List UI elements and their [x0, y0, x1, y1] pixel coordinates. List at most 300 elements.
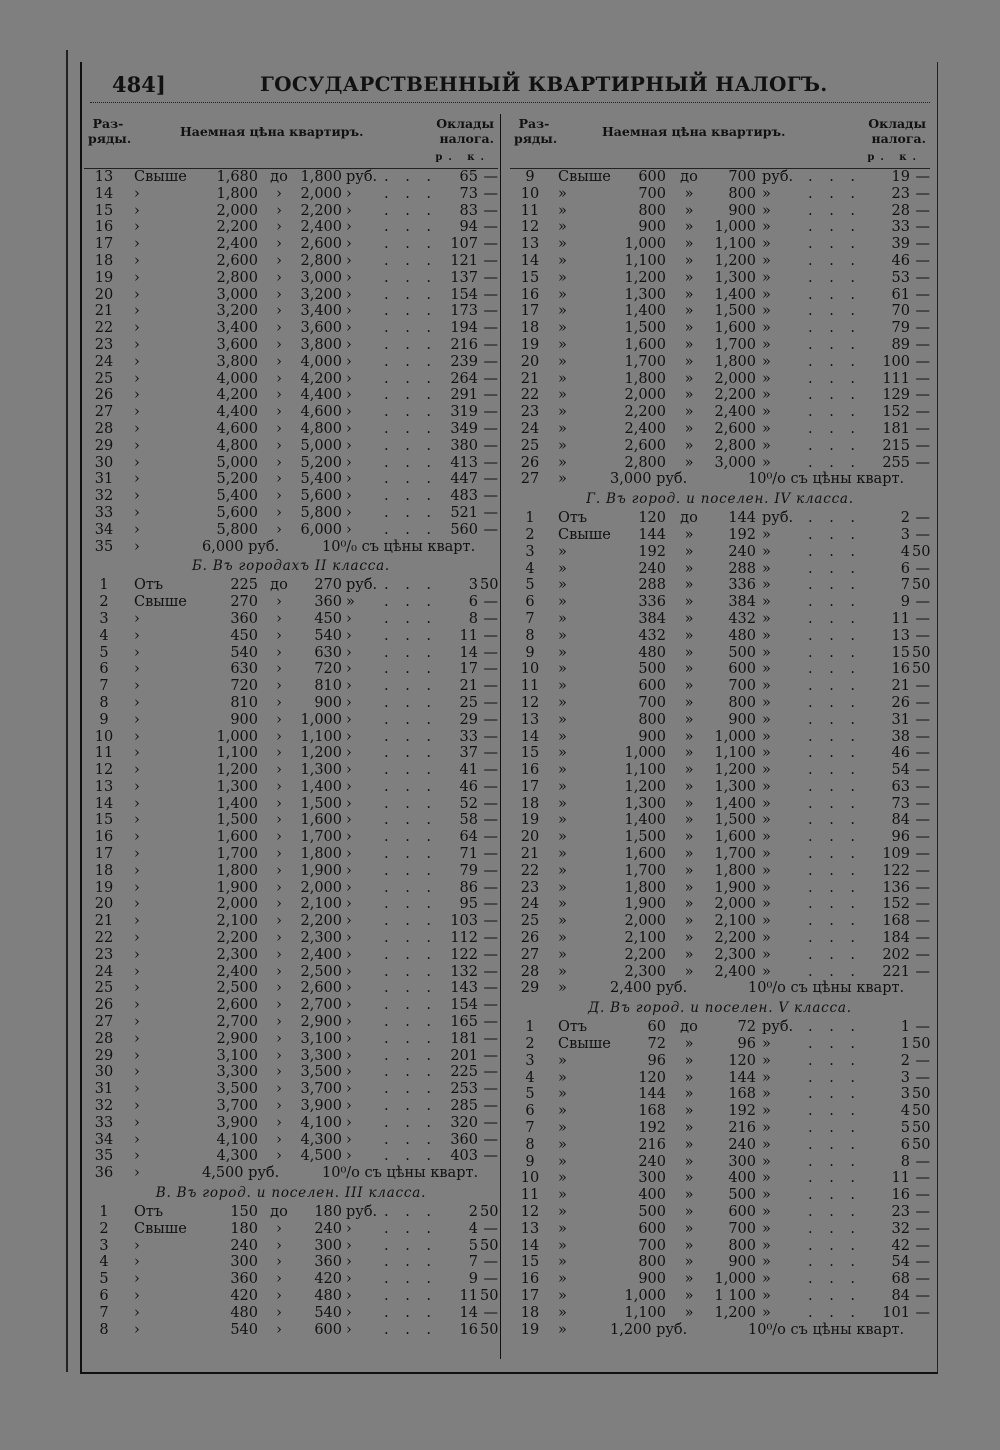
rubles-cell: 216: [450, 336, 478, 353]
rent-from-cell: 1,200: [216, 762, 258, 779]
connector-cell: ›: [276, 252, 282, 269]
connector-cell: ›: [276, 711, 282, 728]
connector-cell: »: [684, 1120, 694, 1137]
connector-cell: »: [684, 1036, 694, 1053]
rent-to-cell: 2,400: [714, 963, 756, 980]
table-v-continued: [510, 169, 930, 471]
leader-dots: . . .: [808, 420, 862, 437]
header-rule: [90, 102, 930, 109]
rent-to-cell: 168: [728, 1086, 756, 1103]
rank-cell: 16: [94, 829, 114, 846]
table-row: [510, 645, 930, 662]
leader-dots: . . .: [384, 336, 438, 353]
connector-cell: ›: [276, 1321, 282, 1338]
connector-cell: »: [684, 728, 694, 745]
kopecks-cell: —: [915, 269, 930, 286]
rent-to-cell: 540: [314, 1304, 342, 1321]
leader-dots: . . .: [384, 577, 438, 594]
rent-from-cell: 1,200: [624, 778, 666, 795]
prefix-cell: »: [558, 862, 567, 879]
table-row: [510, 930, 930, 947]
rent-from-cell: 1,600: [216, 829, 258, 846]
table-row: [510, 337, 930, 354]
rent-from-cell: 2,900: [216, 1030, 258, 1047]
kopecks-cell: —: [483, 795, 498, 812]
rank-cell: 18: [94, 252, 114, 269]
rank-cell: 35: [94, 1148, 114, 1165]
leader-dots: . . .: [384, 1148, 438, 1165]
rent-to-cell: 500: [728, 1187, 756, 1204]
kopecks-cell: —: [483, 694, 498, 711]
kopecks-cell: —: [915, 829, 930, 846]
rent-to-cell: 720: [314, 661, 342, 678]
connector-cell: »: [684, 594, 694, 611]
table-row: [510, 303, 930, 320]
prefix-cell: »: [558, 420, 567, 437]
kopecks-cell: —: [483, 930, 498, 947]
unit-cell: ›: [346, 980, 352, 997]
prefix-cell: ›: [134, 1030, 140, 1047]
rank-cell: 20: [520, 829, 540, 846]
prefix-cell: »: [558, 711, 567, 728]
rank-cell: 21: [520, 846, 540, 863]
leader-dots: . . .: [384, 711, 438, 728]
rubles-cell: 521: [450, 504, 478, 521]
prefix-cell: ›: [134, 896, 140, 913]
leader-dots: . . .: [384, 946, 438, 963]
kopecks-cell: —: [483, 1271, 498, 1288]
leader-dots: . . .: [808, 896, 862, 913]
rank-cell: 7: [525, 610, 535, 627]
kopecks-cell: 50: [912, 644, 931, 661]
connector-cell: »: [684, 644, 694, 661]
unit-cell: ›: [346, 1220, 352, 1237]
kopecks-cell: —: [915, 610, 930, 627]
rubles-cell: 83: [459, 202, 478, 219]
unit-cell: »: [762, 1136, 771, 1153]
rubles-cell: 165: [450, 1014, 478, 1031]
table-row: [84, 471, 498, 488]
table-row: [510, 863, 930, 880]
connector-cell: ›: [276, 1220, 282, 1237]
connector-cell: до: [680, 1019, 698, 1036]
table-row: [510, 829, 930, 846]
table-row: [510, 421, 930, 438]
rent-to-cell: 1,000: [714, 219, 756, 236]
unit-cell: »: [762, 946, 771, 963]
unit-cell: ›: [346, 812, 352, 829]
rubles-cell: 291: [450, 387, 478, 404]
unit-cell: руб.: [762, 510, 794, 527]
leader-dots: . . .: [384, 879, 438, 896]
unit-cell: »: [762, 913, 771, 930]
connector-cell: »: [684, 1086, 694, 1103]
rubles-cell: 32: [891, 1220, 910, 1237]
table-row: [510, 236, 930, 253]
kopecks-cell: —: [915, 846, 930, 863]
rent-from-cell: 700: [638, 1237, 666, 1254]
table-row-final: [510, 471, 930, 488]
rubles-cell: 79: [891, 320, 910, 337]
rent-to-cell: 810: [314, 678, 342, 695]
connector-cell: »: [684, 678, 694, 695]
unit-cell: ›: [346, 387, 352, 404]
rubles-cell: 94: [459, 219, 478, 236]
unit-cell: ›: [346, 913, 352, 930]
connector-cell: ›: [276, 1030, 282, 1047]
rent-to-cell: 2,200: [300, 202, 342, 219]
table-row: [510, 1238, 930, 1255]
unit-cell: ›: [346, 1254, 352, 1271]
prefix-cell: ›: [134, 1114, 140, 1131]
leader-dots: . . .: [384, 1271, 438, 1288]
header-units: р. к.: [867, 152, 922, 163]
rent-from-cell: 216: [638, 1136, 666, 1153]
rubles-cell: 201: [450, 1047, 478, 1064]
kopecks-cell: —: [483, 1131, 498, 1148]
connector-cell: »: [684, 202, 694, 219]
rent-from-cell: 600: [638, 1220, 666, 1237]
section-d-title: Д. Въ город. и поселен. V класса.: [588, 1000, 852, 1017]
rank-cell: 13: [94, 778, 114, 795]
table-row: [84, 1132, 498, 1149]
leader-dots: . . .: [808, 577, 862, 594]
rent-from-cell: 1,000: [624, 1288, 666, 1304]
prefix-cell: ›: [134, 471, 140, 488]
leader-dots: . . .: [808, 269, 862, 286]
unit-cell: ›: [346, 471, 352, 488]
table-row: [510, 712, 930, 729]
rent-from-cell: 1,600: [624, 336, 666, 353]
connector-cell: »: [684, 745, 694, 762]
prefix-cell: »: [558, 661, 567, 678]
table-row: [84, 1148, 498, 1165]
table-row: [510, 880, 930, 897]
connector-cell: ›: [276, 980, 282, 997]
rubles-cell: 52: [459, 795, 478, 812]
rent-to-cell: 4,300: [300, 1131, 342, 1148]
unit-cell: »: [762, 560, 771, 577]
connector-cell: ›: [276, 644, 282, 661]
unit-cell: ›: [346, 488, 352, 505]
connector-cell: ›: [276, 236, 282, 253]
kopecks-cell: 50: [912, 577, 931, 594]
kopecks-cell: —: [483, 454, 498, 471]
kopecks-cell: —: [483, 202, 498, 219]
unit-cell: »: [762, 1304, 771, 1321]
rent-to-cell: 1,600: [714, 320, 756, 337]
kopecks-cell: —: [915, 236, 930, 253]
rent-to-cell: 2,400: [300, 219, 342, 236]
rank-cell: 1: [525, 510, 535, 527]
rank-cell: 23: [520, 404, 540, 421]
leader-dots: . . .: [384, 1064, 438, 1081]
rent-from-cell: 5,600: [216, 504, 258, 521]
rubles-cell: 202: [882, 946, 910, 963]
unit-cell: ›: [346, 236, 352, 253]
leader-dots: . . .: [384, 1288, 438, 1304]
prefix-cell: »: [558, 1153, 567, 1170]
table-row: [510, 510, 930, 527]
kopecks-cell: —: [483, 846, 498, 863]
rank-cell: 5: [525, 577, 535, 594]
leader-dots: . . .: [808, 1204, 862, 1221]
connector-cell: ›: [276, 521, 282, 538]
rent-to-cell: 120: [728, 1052, 756, 1069]
rank-cell: 2: [525, 526, 535, 543]
prefix-cell: »: [558, 1052, 567, 1069]
leader-dots: . . .: [384, 812, 438, 829]
rank-cell: 29: [94, 437, 114, 454]
percent-cell: 10⁰/о съ цѣны кварт.: [748, 471, 905, 488]
kopecks-cell: —: [483, 303, 498, 320]
table-row: [84, 796, 498, 813]
rent-from-cell: 192: [638, 1120, 666, 1137]
rank-cell: 18: [94, 862, 114, 879]
rubles-cell: 54: [891, 1254, 910, 1271]
rent-from-cell: 1,200 руб.: [610, 1321, 688, 1338]
kopecks-cell: —: [483, 236, 498, 253]
leader-dots: . . .: [808, 644, 862, 661]
rank-cell: 9: [99, 711, 109, 728]
rent-from-cell: 270: [230, 594, 258, 611]
leader-dots: . . .: [808, 1136, 862, 1153]
rent-from-cell: 700: [638, 694, 666, 711]
rank-cell: 11: [94, 745, 114, 762]
kopecks-cell: —: [483, 862, 498, 879]
rent-to-cell: 96: [737, 1036, 756, 1053]
table-row: [84, 1064, 498, 1081]
rubles-cell: 8: [468, 610, 478, 627]
table-row: [510, 287, 930, 304]
kopecks-cell: —: [915, 202, 930, 219]
prefix-cell: »: [558, 846, 567, 863]
prefix-cell: »: [558, 930, 567, 947]
prefix-cell: ›: [134, 997, 140, 1014]
rubles-cell: 33: [459, 728, 478, 745]
rubles-cell: 33: [891, 219, 910, 236]
unit-cell: ›: [346, 1114, 352, 1131]
leader-dots: . . .: [384, 169, 438, 185]
unit-cell: ›: [346, 1304, 352, 1321]
prefix-cell: ›: [134, 963, 140, 980]
prefix-cell: »: [558, 812, 567, 829]
rent-to-cell: 1,600: [300, 812, 342, 829]
rent-to-cell: 2,000: [300, 879, 342, 896]
unit-cell: »: [762, 846, 771, 863]
rent-from-cell: 3,100: [216, 1047, 258, 1064]
rubles-cell: 23: [891, 185, 910, 202]
rubles-cell: 3: [900, 1086, 910, 1103]
rent-from-cell: 1,100: [624, 1304, 666, 1321]
rank-cell: 2: [99, 1220, 109, 1237]
table-row: [510, 1170, 930, 1187]
kopecks-cell: 50: [912, 1086, 931, 1103]
table-row: [84, 661, 498, 678]
kopecks-cell: —: [483, 913, 498, 930]
rank-cell: 24: [94, 963, 114, 980]
rubles-cell: 23: [891, 1204, 910, 1221]
rent-from-cell: 5,400: [216, 488, 258, 505]
table-row: [84, 930, 498, 947]
connector-cell: »: [684, 219, 694, 236]
connector-cell: ›: [276, 437, 282, 454]
unit-cell: ›: [346, 269, 352, 286]
rent-to-cell: 3,900: [300, 1098, 342, 1115]
kopecks-cell: —: [483, 488, 498, 505]
prefix-cell: »: [558, 1321, 567, 1338]
kopecks-cell: —: [483, 521, 498, 538]
rank-cell: 3: [525, 1052, 535, 1069]
rank-cell: 25: [94, 370, 114, 387]
connector-cell: ›: [276, 846, 282, 863]
rent-to-cell: 4,100: [300, 1114, 342, 1131]
rubles-cell: 53: [891, 269, 910, 286]
rank-cell: 5: [525, 1086, 535, 1103]
rank-cell: 19: [94, 879, 114, 896]
table-row: [510, 1154, 930, 1171]
unit-cell: »: [762, 745, 771, 762]
kopecks-cell: —: [915, 1153, 930, 1170]
rent-from-cell: 3,900: [216, 1114, 258, 1131]
connector-cell: »: [684, 1204, 694, 1221]
connector-cell: »: [684, 896, 694, 913]
table-row: [84, 303, 498, 320]
rubles-cell: 111: [882, 370, 910, 387]
rank-cell: 4: [99, 1254, 109, 1271]
rent-to-cell: 1,100: [714, 236, 756, 253]
rent-to-cell: 1,200: [714, 252, 756, 269]
unit-cell: ›: [346, 829, 352, 846]
prefix-cell: ›: [134, 454, 140, 471]
rent-to-cell: 1,000: [714, 728, 756, 745]
rent-to-cell: 3,000: [714, 454, 756, 471]
unit-cell: »: [762, 1220, 771, 1237]
rent-from-cell: 450: [230, 627, 258, 644]
connector-cell: »: [684, 627, 694, 644]
rent-from-cell: 1,400: [216, 795, 258, 812]
rent-from-cell: 2,200: [624, 946, 666, 963]
unit-cell: ›: [346, 420, 352, 437]
table-row: [84, 186, 498, 203]
prefix-cell: ›: [134, 644, 140, 661]
rubles-cell: 319: [450, 404, 478, 421]
leader-dots: . . .: [384, 745, 438, 762]
table-row: [510, 320, 930, 337]
connector-cell: »: [684, 762, 694, 779]
rubles-cell: 122: [882, 862, 910, 879]
prefix-cell: ›: [134, 980, 140, 997]
kopecks-cell: 50: [480, 1288, 499, 1304]
connector-cell: ›: [276, 661, 282, 678]
prefix-cell: ›: [134, 437, 140, 454]
rank-cell: 15: [94, 202, 114, 219]
rank-cell: 23: [520, 879, 540, 896]
prefix-cell: »: [558, 286, 567, 303]
unit-cell: руб.: [346, 577, 378, 594]
connector-cell: »: [684, 336, 694, 353]
rent-to-cell: 4,000: [300, 353, 342, 370]
rubles-cell: 184: [882, 930, 910, 947]
rent-to-cell: 288: [728, 560, 756, 577]
rent-from-cell: 630: [230, 661, 258, 678]
rent-to-cell: 3,300: [300, 1047, 342, 1064]
table-row: [84, 1204, 498, 1221]
rank-cell: 22: [94, 320, 114, 337]
rent-to-cell: 240: [728, 543, 756, 560]
prefix-cell: ›: [134, 1165, 140, 1182]
rent-to-cell: 900: [728, 711, 756, 728]
rank-cell: 22: [520, 387, 540, 404]
rent-to-cell: 2,200: [300, 913, 342, 930]
table-d-final-row: [510, 1322, 930, 1339]
connector-cell: »: [684, 1170, 694, 1187]
leader-dots: . . .: [384, 370, 438, 387]
kopecks-cell: —: [483, 778, 498, 795]
kopecks-cell: 50: [912, 1136, 931, 1153]
connector-cell: ›: [276, 1047, 282, 1064]
kopecks-cell: —: [483, 286, 498, 303]
rubles-cell: 21: [891, 678, 910, 695]
prefix-cell: Свыше: [134, 169, 187, 185]
rank-cell: 19: [520, 336, 540, 353]
leader-dots: . . .: [808, 387, 862, 404]
rent-to-cell: 420: [314, 1271, 342, 1288]
leader-dots: . . .: [808, 711, 862, 728]
kopecks-cell: —: [483, 370, 498, 387]
kopecks-cell: —: [483, 219, 498, 236]
rent-to-cell: 240: [314, 1220, 342, 1237]
rank-cell: 20: [94, 896, 114, 913]
rent-from-cell: 360: [230, 610, 258, 627]
prefix-cell: »: [558, 320, 567, 337]
rent-to-cell: 900: [728, 1254, 756, 1271]
table-row: [84, 1271, 498, 1288]
rank-cell: 33: [94, 504, 114, 521]
rubles-cell: 225: [450, 1064, 478, 1081]
rank-cell: 8: [99, 694, 109, 711]
unit-cell: »: [762, 829, 771, 846]
rent-from-cell: 1,600: [624, 846, 666, 863]
rent-from-cell: 700: [638, 185, 666, 202]
rubles-cell: 71: [459, 846, 478, 863]
section-g-title: Г. Въ город. и поселен. IV класса.: [586, 491, 854, 508]
kopecks-cell: 50: [912, 543, 931, 560]
table-row: [84, 1098, 498, 1115]
rank-cell: 26: [520, 454, 540, 471]
table-row: [84, 203, 498, 220]
connector-cell: »: [684, 862, 694, 879]
prefix-cell: »: [558, 1187, 567, 1204]
unit-cell: ›: [346, 404, 352, 421]
rent-from-cell: 384: [638, 610, 666, 627]
rank-cell: 8: [99, 1321, 109, 1338]
kopecks-cell: —: [483, 269, 498, 286]
rank-cell: 16: [94, 219, 114, 236]
rent-from-cell: 1,400: [624, 303, 666, 320]
rent-from-cell: 1,900: [624, 896, 666, 913]
leader-dots: . . .: [808, 1220, 862, 1237]
rent-from-cell: 288: [638, 577, 666, 594]
prefix-cell: »: [558, 1204, 567, 1221]
table-v: [84, 1204, 498, 1338]
rubles-cell: 11: [459, 627, 478, 644]
rank-cell: 19: [520, 812, 540, 829]
unit-cell: ›: [346, 762, 352, 779]
connector-cell: ›: [276, 913, 282, 930]
connector-cell: ›: [276, 454, 282, 471]
rubles-cell: 7: [468, 1254, 478, 1271]
